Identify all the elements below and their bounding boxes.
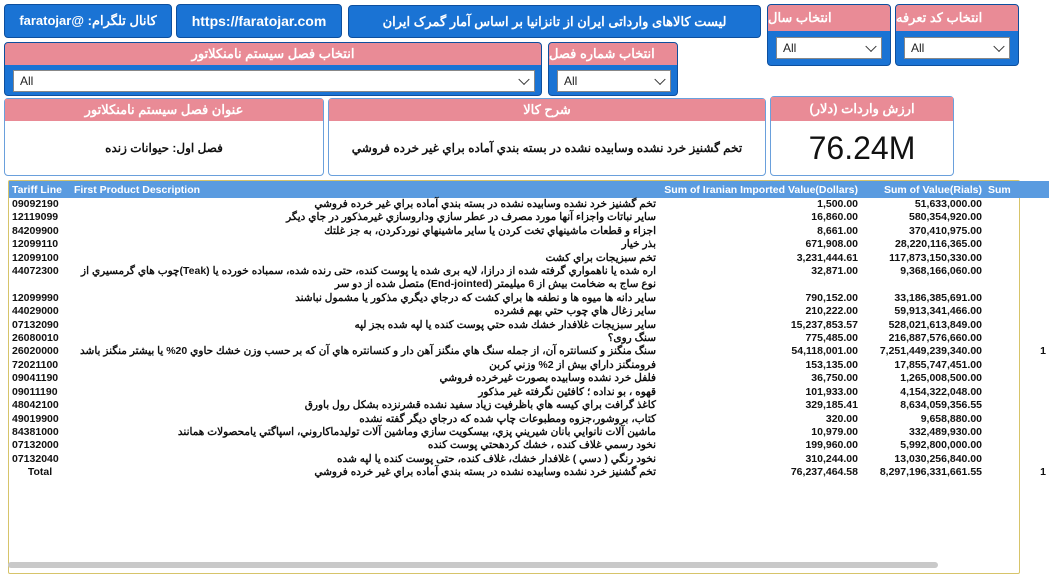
table-row[interactable] [9, 426, 1049, 439]
table-row[interactable] [9, 413, 1049, 426]
goods-description-card-value: تخم گشنيز خرد نشده وسابيده نشده در بسته بندي آماده براي غير خرده فروشي [351, 141, 743, 155]
sum-cell [985, 332, 1049, 345]
chapter-number-dropdown[interactable] [557, 70, 671, 92]
product-description-cell: بذر خيار [621, 238, 656, 251]
table-row[interactable] [9, 225, 1049, 238]
product-description-cell: نخود رسمي غلاف کنده ، خشك کردهحتي پوست کنده [427, 439, 656, 452]
year-dropdown-value: All [783, 41, 797, 55]
table-row[interactable] [9, 252, 1049, 265]
total-description-cell: تخم گشنيز خرد نشده وسابيده نشده در بسته بندي آماده براي غير خرده فروشي [314, 466, 656, 479]
table-row[interactable] [9, 198, 1049, 211]
table-row[interactable] [9, 386, 1049, 399]
usd-value-cell: 16,860.00 [811, 211, 858, 224]
usd-value-cell: 10,979.00 [811, 425, 858, 438]
year-slicer-title: انتخاب سال [768, 5, 890, 31]
tariff-line-cell: 26080010 [12, 332, 59, 345]
tariff-line-cell: 49019900 [12, 412, 59, 425]
tariff-line-cell: 09011190 [12, 385, 58, 398]
table-row[interactable] [9, 211, 1049, 224]
product-description-cell: ساير سبزيجات غلافدار خشك شده حتي پوست کنده يا لپه شده بجز لپه [354, 318, 656, 331]
chapter-number-slicer-title: انتخاب شماره فصل [549, 43, 677, 65]
usd-value-cell: 36,750.00 [811, 372, 858, 385]
rial-value-cell: 17,855,747,451.00 [894, 358, 982, 371]
product-description-cell: نخود رنگي ( دسي ) غلافدار خشك، غلاف کنده، حتى پوست کنده يا لپه شده [337, 452, 656, 465]
tariff-table [9, 181, 1049, 480]
usd-value-cell: 790,152.00 [805, 291, 858, 304]
usd-value-cell: 329,185.41 [805, 399, 858, 412]
rial-value-cell: 370,410,975.00 [909, 224, 982, 237]
rial-value-cell: 1,265,008,500.00 [900, 372, 982, 385]
tariff-line-cell: 26020000 [12, 345, 59, 358]
usd-value-cell: 54,118,001.00 [791, 345, 858, 358]
sum-cell [985, 292, 1049, 305]
nomenclature-chapter-dropdown[interactable] [13, 70, 535, 92]
rial-value-cell: 528,021,613,849.00 [888, 318, 982, 331]
product-description-cell: اره شده يا ناهمواري گرفته شده از درازا، لايه برى شده يا پوست کنده، حتى رنده شده، سمباده خورده يا (Teak)چوب هاي گرمسيري از نوع ساج به ضخامت بيش از 6 ميليمتر (End-jointed) متصل شده از دو سر [81, 265, 656, 291]
table-row[interactable] [9, 238, 1049, 251]
table-row[interactable] [9, 372, 1049, 385]
import-value-card-title: ارزش واردات (دلار) [771, 97, 953, 121]
product-description-cell: تخم سبزيجات براي کشت [545, 251, 656, 264]
chevron-down-icon [993, 41, 1004, 52]
rial-value-cell: 33,186,385,691.00 [894, 291, 982, 304]
table-row[interactable] [9, 292, 1049, 305]
usd-value-cell: 310,244.00 [805, 452, 858, 465]
usd-value-cell: 32,871.00 [811, 265, 858, 278]
usd-value-cell: 1,500.00 [817, 198, 858, 210]
total-sum-cell: 1 [1040, 466, 1046, 479]
usd-value-cell: 775,485.00 [805, 332, 858, 345]
telegram-channel-button[interactable] [4, 4, 172, 38]
sum-cell [985, 372, 1049, 385]
chevron-down-icon [518, 74, 529, 85]
horizontal-scrollbar[interactable] [8, 562, 938, 568]
chapter-title-card-title: عنوان فصل سيستم نامنکلاتور [5, 99, 323, 121]
usd-value-cell: 8,661.00 [817, 224, 858, 237]
product-description-cell: اجزاء و قطعات ماشينهاي تخت کردن يا ساير ماشينهاي نوردکردن، به جز غلتك [324, 224, 656, 237]
tariff-code-slicer-title: انتخاب کد تعرفه [896, 5, 1018, 31]
sum-cell [985, 319, 1049, 332]
tariff-line-cell: 07132090 [12, 318, 59, 331]
table-row[interactable] [9, 265, 1049, 292]
usd-value-cell: 199,960.00 [805, 439, 858, 452]
year-slicer [767, 4, 891, 66]
sum-cell: 1 [1040, 345, 1046, 358]
sum-cell [985, 265, 1049, 292]
total-usd-cell: 76,237,464.58 [790, 466, 858, 479]
table-row[interactable] [9, 345, 1049, 358]
product-description-cell: ساير دانه ها ميوه ها و نطفه ها براي کشت که درجاي ديگري مذکور يا مشمول نباشند [295, 291, 656, 304]
product-description-cell: ساير زغال هاي چوب حتي بهم فشرده [494, 305, 656, 318]
tariff-line-cell: 07132040 [12, 452, 59, 465]
nomenclature-chapter-slicer-title: انتخاب فصل سيستم نامنکلاتور [5, 43, 541, 65]
tariff-code-slicer [895, 4, 1019, 66]
table-body [9, 198, 1049, 480]
rial-value-cell: 59,913,341,466.00 [894, 305, 982, 318]
chevron-down-icon [654, 74, 665, 85]
rial-value-cell: 28,220,116,365.00 [894, 238, 982, 251]
nomenclature-chapter-dropdown-value: All [20, 74, 34, 88]
chapter-number-slicer [548, 42, 678, 96]
goods-description-card-title: شرح کالا [329, 99, 765, 121]
table-header-row [9, 181, 1049, 198]
table-row[interactable] [9, 332, 1049, 345]
usd-value-cell: 210,222.00 [805, 305, 858, 318]
tariff-line-cell: 12099110 [12, 238, 59, 251]
report-title-banner [348, 5, 761, 38]
rial-value-cell: 580,354,920.00 [909, 211, 982, 224]
rial-value-cell: 4,154,322,048.00 [900, 385, 982, 398]
usd-value-cell: 15,237,853.57 [790, 318, 858, 331]
product-description-cell: کتاب، بروشور،جزوه ومطبوعات چاپ شده که درجاي ديگر گفته نشده [359, 412, 656, 425]
usd-value-cell: 153,135.00 [805, 358, 858, 371]
tariff-code-dropdown[interactable] [904, 37, 1010, 59]
sum-cell [985, 359, 1049, 372]
tariff-line-cell: 44072300 [12, 265, 59, 278]
product-description-cell: تخم گشنيز خرد نشده وسابيده نشده در بسته بندي آماده براي غير خرده فروشي [314, 198, 656, 210]
table-row[interactable] [9, 439, 1049, 452]
sum-cell [985, 439, 1049, 452]
sum-cell [985, 426, 1049, 439]
tariff-line-cell: 84381000 [12, 425, 59, 438]
usd-value-cell: 320.00 [825, 412, 858, 425]
column-header-tariff-line[interactable]: Tariff Line [9, 181, 71, 198]
product-description-cell: سنگ منگنز و کنسانتره آن، از جمله سنگ هاي منگنز آهن دار و کنسانتره هاي آن که بر حسب وزن خشك حاوي 20% يا بيشتر منگنز باشد [80, 345, 656, 358]
telegram-channel-label: کانال تلگرام: @faratojar [19, 13, 157, 28]
table-row[interactable] [9, 305, 1049, 318]
rial-value-cell: 8,634,059,356.55 [900, 399, 982, 412]
column-header-usd-value[interactable]: Sum of Iranian Imported Value(Dollars) [659, 181, 861, 198]
import-value-card-value: 76.24M [808, 129, 916, 166]
tariff-line-cell: 44029000 [12, 305, 59, 318]
chapter-number-dropdown-value: All [564, 74, 578, 88]
total-rial-cell: 8,297,196,331,661.55 [879, 466, 982, 479]
sum-cell [985, 211, 1049, 224]
product-description-cell: ساير نباتات واجزاء آنها مورد مصرف در عطر سازي وداروسازي غيرمذکور در جاي ديگر [286, 211, 656, 224]
product-description-cell: فرومنگنز داراي بيش از 2% وزني کربن [489, 358, 656, 371]
tariff-line-cell: 72021100 [12, 358, 59, 371]
goods-description-card [328, 98, 766, 176]
tariff-code-dropdown-value: All [911, 41, 925, 55]
chapter-title-card [4, 98, 324, 176]
tariff-line-cell: 07132000 [12, 439, 59, 452]
website-link-label: https://faratojar.com [191, 13, 327, 29]
sum-cell [985, 252, 1049, 265]
rial-value-cell: 5,992,800,000.00 [900, 439, 982, 452]
column-header-rial-value[interactable]: Sum of Value(Rials) [861, 181, 985, 198]
tariff-line-cell: 12099990 [12, 291, 59, 304]
sum-cell [985, 453, 1049, 466]
table-row[interactable] [9, 359, 1049, 372]
usd-value-cell: 101,933.00 [805, 385, 858, 398]
total-row [9, 466, 1049, 479]
usd-value-cell: 3,231,444.61 [796, 251, 858, 264]
rial-value-cell: 7,251,449,239,340.00 [879, 345, 982, 358]
import-value-card [770, 96, 954, 176]
tariff-line-cell: 12119099 [12, 211, 59, 224]
tariff-line-cell: 09041190 [12, 372, 59, 385]
tariff-line-cell: 48042100 [12, 399, 59, 412]
rial-value-cell: 332,489,930.00 [909, 425, 982, 438]
tariff-table-visual [8, 180, 1046, 574]
chevron-down-icon [865, 41, 876, 52]
sum-cell [985, 238, 1049, 251]
product-description-cell: قهوه ، بو نداده ؛ کافئين نگرفته غير مذکور [478, 385, 656, 398]
total-label-cell: Total [27, 466, 53, 479]
report-title-text: ليست کالاهای وارداتی ايران از تانزانيا بر اساس آمار گمرک ايران [382, 13, 727, 29]
sum-cell [985, 198, 1049, 211]
sum-cell [985, 386, 1049, 399]
usd-value-cell: 671,908.00 [805, 238, 858, 251]
chapter-title-card-value: فصل اول: حيوانات زنده [105, 141, 223, 155]
rial-value-cell: 9,368,166,060.00 [900, 265, 982, 278]
rial-value-cell: 9,658,880.00 [920, 412, 982, 425]
tariff-line-cell: 84209900 [12, 224, 59, 237]
tariff-line-cell: 09092190 [12, 198, 59, 210]
sum-cell [985, 413, 1049, 426]
product-description-cell: ماشين آلات نانوايي بانان شيريني پزي، بيسکويت سازي وماشين آلات توليدماکاروني، اسپاگتي يامحصولات همانند [177, 425, 656, 438]
product-description-cell: سنگ روی؟ [607, 332, 656, 345]
website-link-button[interactable] [176, 4, 342, 38]
rial-value-cell: 216,887,576,660.00 [888, 332, 982, 345]
tariff-line-cell: 12099100 [12, 251, 59, 264]
nomenclature-chapter-slicer [4, 42, 542, 96]
sum-cell [985, 399, 1049, 412]
sum-cell [985, 225, 1049, 238]
column-header-product-description[interactable]: First Product Description [71, 181, 659, 198]
product-description-cell: فلفل خرد نشده وسابيده بصورت غيرخرده فروشي [439, 372, 656, 385]
column-header-sum[interactable]: Sum [985, 181, 1049, 198]
table-row[interactable] [9, 319, 1049, 332]
rial-value-cell: 117,873,150,330.00 [889, 251, 982, 264]
year-dropdown[interactable] [776, 37, 882, 59]
rial-value-cell: 51,633,000.00 [914, 198, 982, 210]
table-row[interactable] [9, 399, 1049, 412]
product-description-cell: کاغذ گرافت براي کيسه هاي باظرفيت زياد سفيد نشده قشرنزده بشکل رول باورق [304, 399, 656, 412]
sum-cell [985, 305, 1049, 318]
table-row[interactable] [9, 453, 1049, 466]
rial-value-cell: 13,030,256,840.00 [894, 452, 982, 465]
